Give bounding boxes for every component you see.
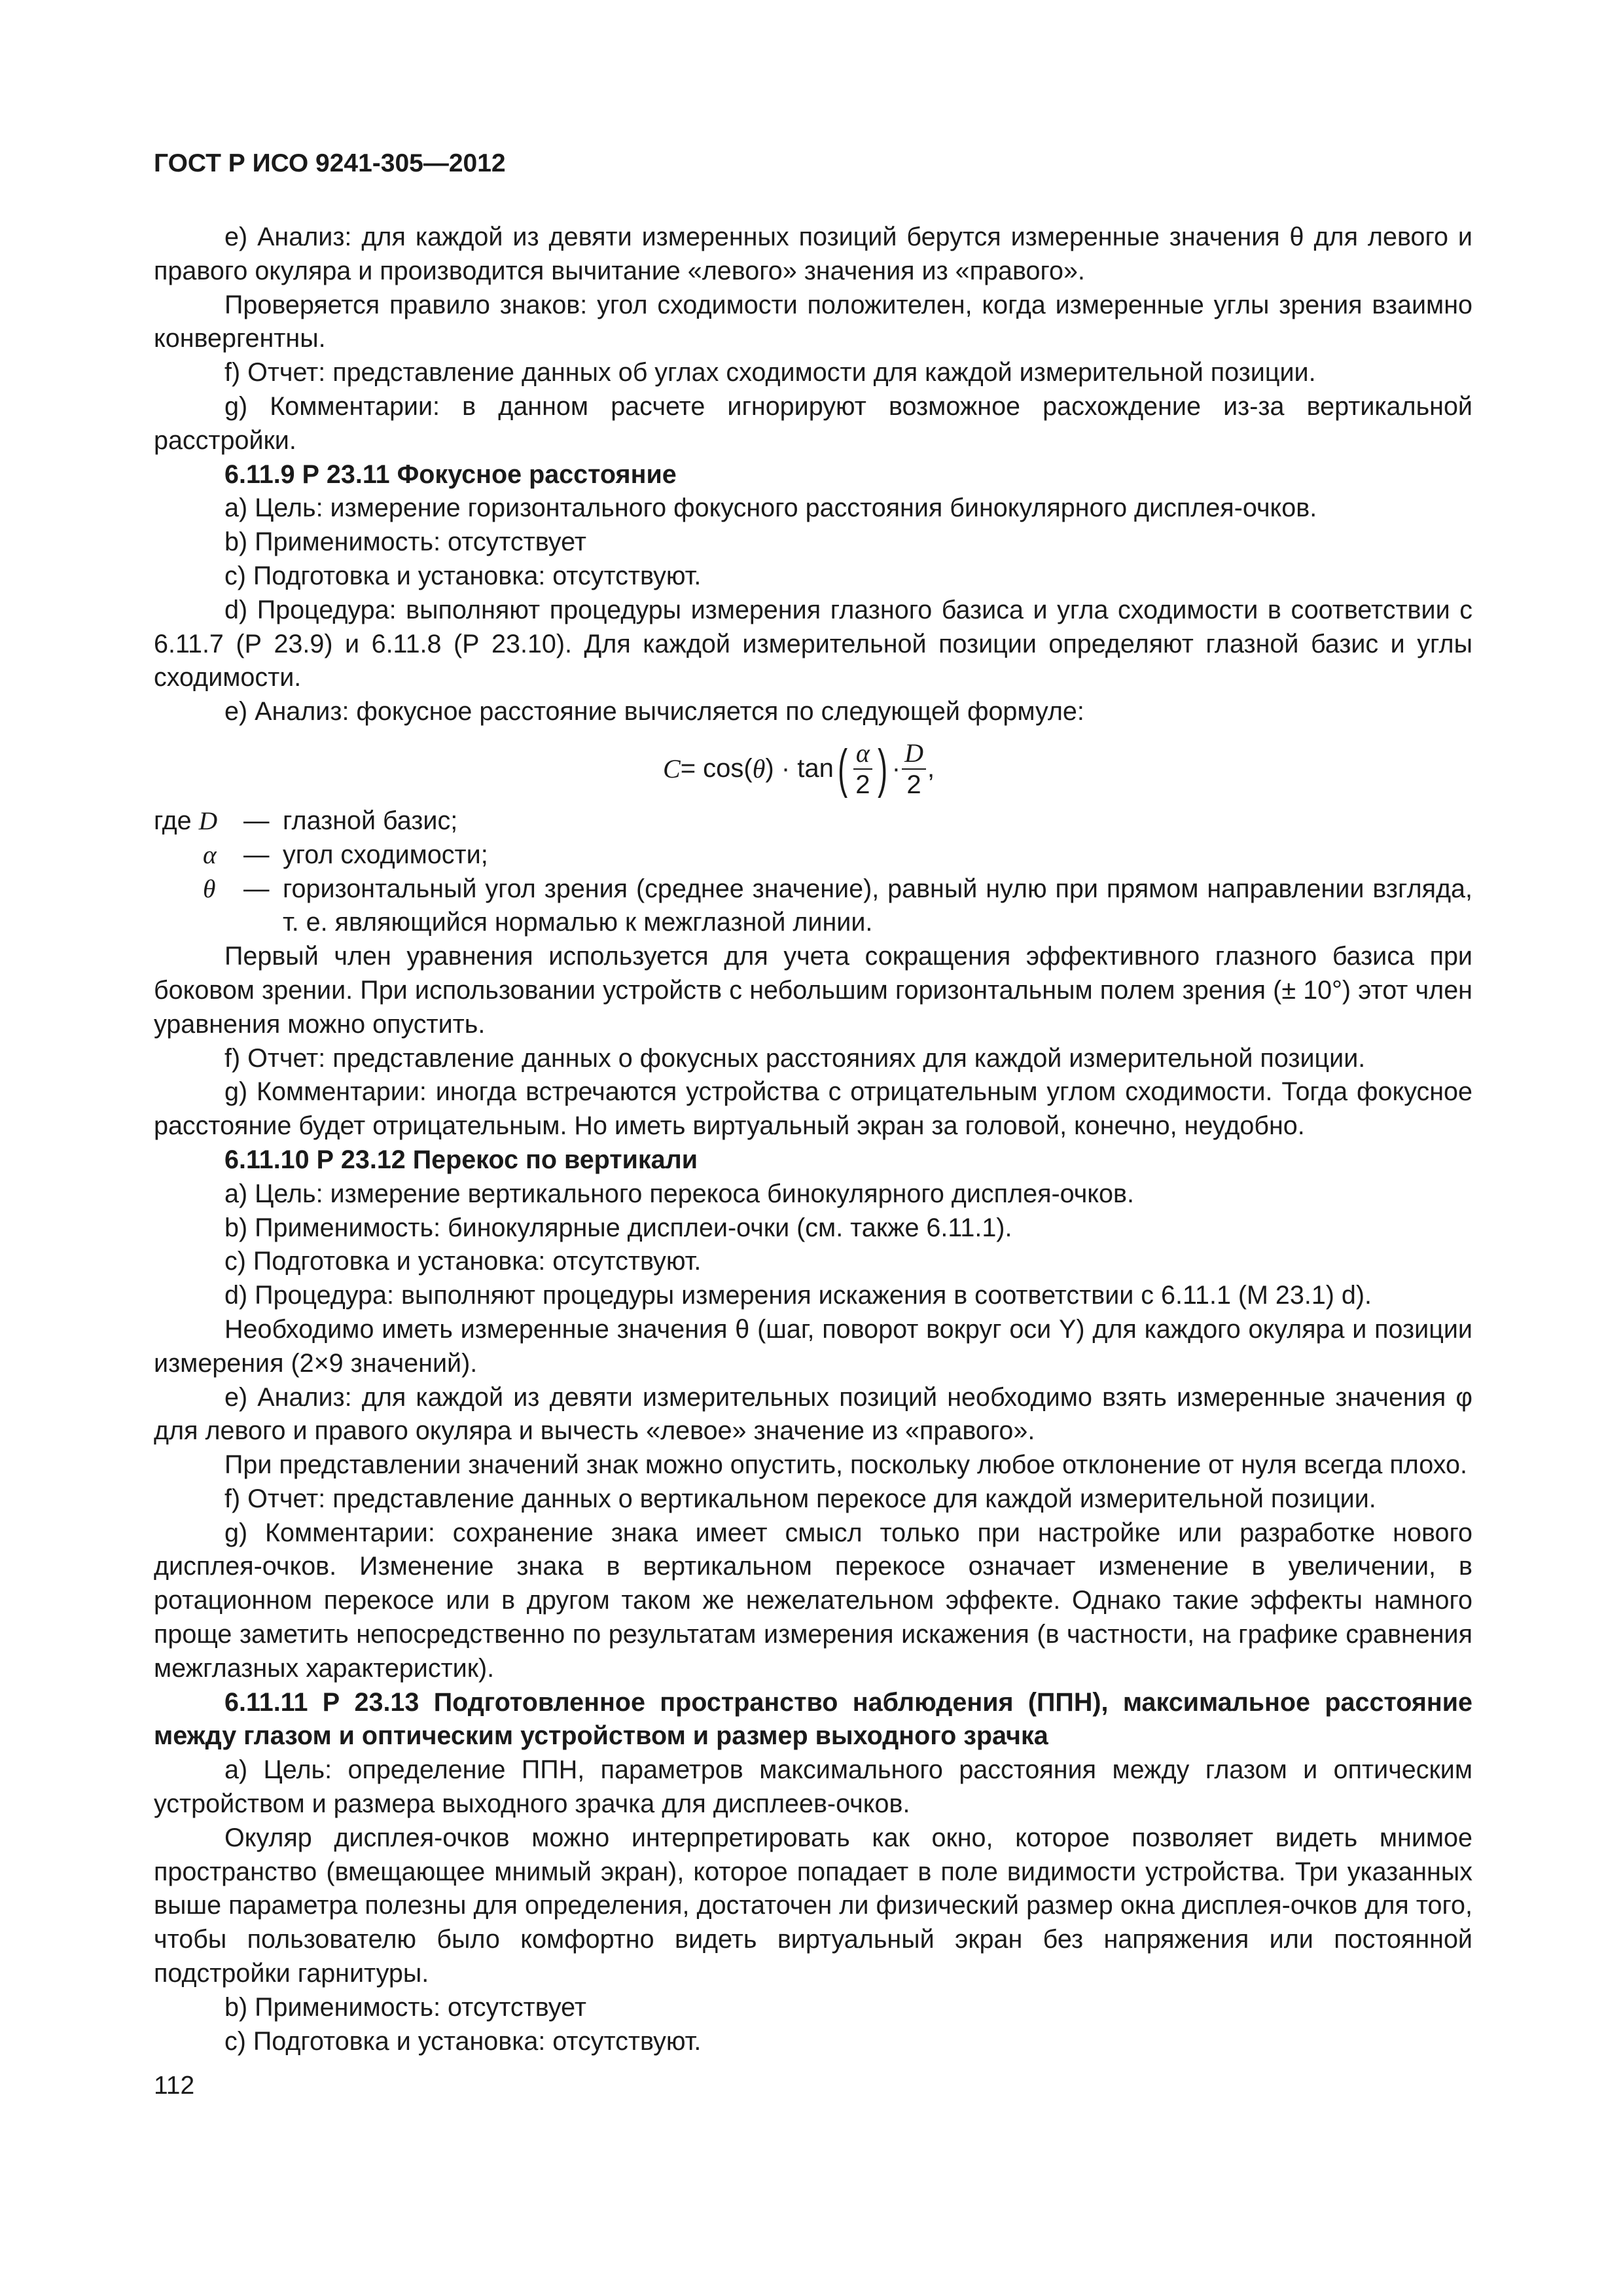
paragraph: d) Процедура: выполняют процедуры измерения глазного базиса и угла сходимости в соответствии с 6.11.7 (Р 23.9) и 6.11.8 (Р 23.10). Для каждой измерительной позиции определяют глазной базис и углы сходимости. (154, 595, 1472, 692)
legend-symbol: α (203, 840, 217, 869)
formula-fraction-alpha (853, 738, 872, 800)
paragraph: b) Применимость: отсутствует (224, 1992, 586, 2022)
section-heading: 6.11.9 Р 23.11 Фокусное расстояние (224, 459, 677, 489)
formula-left-paren: ( (838, 738, 848, 798)
formula-mid: ) · tan (765, 754, 834, 783)
legend-text: горизонтальный угол зрения (среднее значение), равный нулю при прямом направлении взгляда, т. е. являющийся нормалью к межглазной линии. (283, 874, 1472, 937)
paragraph: g) Комментарии: иногда встречаются устройства с отрицательным углом сходимости. Тогда фокусное расстояние будет отрицательным. Но иметь виртуальный экран за головой, конечно, неудобно. (154, 1077, 1472, 1141)
legend-symbol: θ (203, 874, 216, 903)
legend-symbol: D (198, 806, 218, 835)
formula-fraction-d (902, 738, 926, 800)
paragraph: f) Отчет: представление данных о вертикальном перекосе для каждой измерительной позиции. (224, 1484, 1376, 1513)
focal-distance-formula (154, 729, 1472, 804)
document-header: ГОСТ Р ИСО 9241-305—2012 (154, 149, 506, 177)
legend-row (154, 872, 1472, 941)
content-block-2 (154, 940, 1472, 2058)
formula-lhs: C (663, 754, 681, 784)
paragraph: g) Комментарии: сохранение знака имеет смысл только при настройке или разработке нового дисплея-очков. Изменение знака в вертикальном перекосе означает изменение в увеличении, в ротационном перекосе или в другом таком же нежелательном эффекте. Однако такие эффекты намного проще заметить непосредственно по результатам измерения искажения (в частности, на графике сравнения межглазных характеристик). (154, 1518, 1472, 1683)
section-heading: 6.11.11 Р 23.13 Подготовленное пространство наблюдения (ППН), максимальное расстояние между глазом и оптическим устройством и размер выходного зрачка (154, 1687, 1472, 1751)
paragraph: е) Анализ: для каждой из девяти измерительных позиций необходимо взять измеренные значения φ для левого и правого окуляра и вычесть «левое» значение из «правого». (154, 1382, 1472, 1446)
paragraph: Окуляр дисплея-очков можно интерпретировать как окно, которое позволяет видеть мнимое пространство (вмещающее мнимый экран), которое попадает в поле видимости устройства. Три указанных выше параметра полезны для определения, достаточен ли физический размер окна дисплея-очков для того, чтобы пользователю было комфортно видеть виртуальный экран без напряжения или постоянной подстройки гарнитуры. (154, 1823, 1472, 1988)
legend-dash: — (243, 840, 270, 869)
paragraph: е) Анализ: фокусное расстояние вычисляется по следующей формуле: (224, 697, 1084, 726)
formula-two: 2 (855, 770, 870, 799)
legend-row (154, 804, 1472, 838)
paragraph: a) Цель: определение ППН, параметров максимального расстояния между глазом и оптическим устройством и размера выходного зрачка для дисплеев-очков. (154, 1755, 1472, 1819)
content-block-1 (154, 221, 1472, 729)
formula-d: D (902, 738, 926, 770)
legend-text: глазной базис; (283, 806, 458, 835)
formula-comma: , (927, 754, 935, 783)
paragraph: b) Применимость: бинокулярные дисплеи-очки (см. также 6.11.1). (224, 1213, 1012, 1242)
page-number: 112 (154, 2072, 195, 2100)
paragraph: Проверяется правило знаков: угол сходимости положителен, когда измеренные углы зрения взаимно конвергентны. (154, 290, 1472, 353)
paragraph: Первый член уравнения используется для учета сокращения эффективного глазного базиса при боковом зрении. При использовании устройств с небольшим горизонтальным полем зрения (± 10°) этот член уравнения можно опустить. (154, 942, 1472, 1039)
paragraph: g) Комментарии: в данном расчете игнорируют возможное расхождение из-за вертикальной расстройки. (154, 391, 1472, 455)
paragraph: f) Отчет: представление данных об углах сходимости для каждой измерительной позиции. (224, 358, 1316, 387)
legend-row (154, 838, 1472, 872)
formula-right-paren: ) (878, 738, 888, 798)
formula-alpha: α (853, 738, 872, 770)
paragraph: a) Цель: измерение вертикального перекоса бинокулярного дисплея-очков. (224, 1179, 1134, 1208)
document-page (154, 147, 1472, 2058)
paragraph: е) Анализ: для каждой из девяти измеренных позиций берутся измеренные значения θ для левого и правого окуляра и производится вычитание «левого» значения из «правого». (154, 223, 1472, 285)
formula-eq: = cos( (680, 754, 753, 783)
section-heading: 6.11.10 Р 23.12 Перекос по вертикали (224, 1145, 698, 1174)
paragraph: f) Отчет: представление данных о фокусных расстояниях для каждой измерительной позиции. (224, 1043, 1366, 1073)
paragraph: c) Подготовка и установка: отсутствуют. (224, 561, 702, 590)
formula-dot: · (891, 754, 901, 783)
formula-legend (154, 804, 1472, 940)
legend-dash: — (243, 806, 270, 835)
paragraph: c) Подготовка и установка: отсутствуют. (224, 1247, 702, 1276)
legend-text: угол сходимости; (283, 840, 488, 869)
paragraph: c) Подготовка и установка: отсутствуют. (224, 2026, 702, 2056)
paragraph: d) Процедура: выполняют процедуры измерения искажения в соответствии с 6.11.1 (М 23.1) d). (224, 1281, 1372, 1310)
paragraph: b) Применимость: отсутствует (224, 528, 586, 557)
formula-two-2: 2 (906, 770, 921, 799)
legend-dash: — (243, 874, 270, 903)
formula-theta: θ (752, 754, 766, 784)
paragraph: a) Цель: измерение горизонтального фокусного расстояния бинокулярного дисплея-очков. (224, 493, 1317, 523)
paragraph: При представлении значений знак можно опустить, поскольку любое отклонение от нуля всегда плохо. (224, 1450, 1467, 1480)
paragraph: Необходимо иметь измеренные значения θ (шаг, поворот вокруг оси Y) для каждого окуляра и позиции измерения (2×9 значений). (154, 1314, 1472, 1378)
legend-prefix: где (154, 806, 199, 835)
